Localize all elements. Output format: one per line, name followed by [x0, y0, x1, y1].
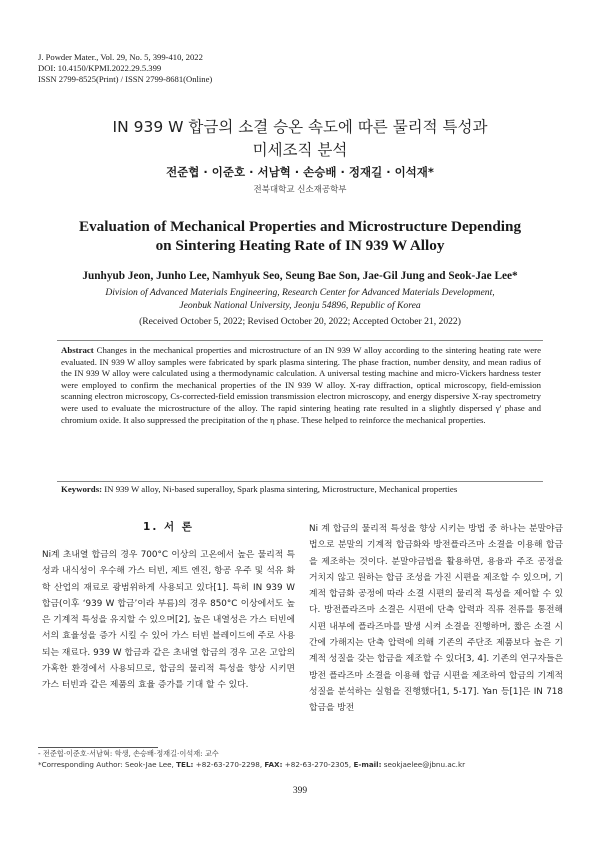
korean-affiliation: 전북대학교 신소재공학부 [253, 185, 347, 195]
fax-number: +82-63-270-2305, [284, 759, 352, 769]
english-affiliation [40, 287, 560, 312]
footnote-corresponding [38, 760, 563, 771]
email-label: E-mail: [353, 759, 382, 769]
abstract-body: Changes in the mechanical properties and microstructure of an IN 939 W alloy according to the sintering heating rate were evaluated. IN 939 W alloy samples were fabricated by spark plasma sintering. The phase fraction, number density, and mean radius of the IN 939 W alloy were calculated using a thermodynamic calculation. A universal testing machine and micro-Vickers hardness tester were employed to confirm the mechanical properties of the IN 939 W alloy. X-ray diffraction, optical microscopy, field-emission scanning electron microscopy, Cs-corrected-field emission transmission electron microscopy, and energy dispersive X-ray spectrometry were used to evaluate the microstructure of the alloy. The rapid sintering heating rate resulted in a slightly dispersed γ' phase and chromium oxide. It also suppressed the precipitation of the η phase. These helped to reinforce the mechanical properties. [61, 345, 542, 425]
english-title [40, 217, 560, 255]
english-authors: Junhyub Jeon, Junho Lee, Namhyuk Seo, Seung Bae Son, Jae-Gil Jung and Seok-Jae Lee* [82, 270, 518, 282]
section-heading-introduction: 1. 서 론 [143, 521, 194, 533]
abstract [61, 345, 541, 426]
page-number: 399 [292, 786, 308, 796]
keywords-body: IN 939 W alloy, Ni-based superalloy, Spark plasma sintering, Microstructure, Mechanical properties [104, 484, 458, 494]
fax-label: FAX: [264, 759, 283, 769]
keywords-label: Keywords: [61, 484, 103, 494]
email-address[interactable]: seokjaelee@jbnu.ac.kr [383, 759, 466, 769]
keywords [61, 484, 541, 494]
body-column-left: Ni계 초내열 합금의 경우 700°C 이상의 고온에서 높은 물리적 특성과 내식성이 우수해 가스 터빈, 제트 엔진, 항공 우주 및 석유 화학 산업의 재료로 광범위하게 사용되고 있다[1]. 특히 IN 939 W 합금(이후 ‘939 W 합금’이라 부름)의 경우 850°C 이상에서도 높은 기계적 특성을 유지할 수 있으며[2], 높은 내열성은 가스 터빈에서의 효율성을 증가 시킬 수 있어 가스 터빈 블레이드에 주로 사용되는 재료다. 939 W 합금과 같은 초내열 합금의 경우 고온 고압의 가혹한 환경에서 사용되므로, 합금의 물리적 특성을 향상 시키면 가스 터빈과 같은 제품의 효율 증가를 기대 할 수 있다. [42, 550, 295, 691]
body-column-right: Ni 계 합금의 물리적 특성을 향상 시키는 방법 중 하나는 분말야금법으로 분말의 기계적 합금화와 방전플라즈마 소결을 이용해 합금을 제조하는 것이다. 분말야금법을 활용하면, 용융과 주조 공정을 거치지 않고 원하는 합금 조성을 가진 시편을 제조할 수 있으며, 기계적 합금화 공정에 따라 소결 시편의 물리적 특성을 제어할 수 있다. 방전플라즈마 소결은 시편에 단축 압력과 직류 전류를 통전해 시편 내부에 플라즈마를 발생 시켜 소결을 진행하며, 짧은 소결 시간에 가해지는 단축 압력에 의해 기존의 주단조 제품보다 높은 기계적 성질을 갖는 합금을 제조할 수 있다[3, 4]. 기존의 연구자들은 방전 플라즈마 소결을 이용해 합금 시편을 제조하여 합금의 기계적 성질을 분석하는 실험을 진행했다[1, 5-17]. Yan 등[1]은 IN 718 합금을 방전 [309, 524, 563, 714]
footnote-author-roles: - 전준협·이준호·서남혁: 학생, 손승배·정재길·이석재: 교수 [38, 749, 219, 758]
journal-issn: ISSN 2799-8525(Print) / ISSN 2799-8681(Online) [38, 74, 213, 84]
korean-title-line1: IN 939 W 합금의 소결 승온 속도에 따른 물리적 특성과 [112, 118, 488, 136]
tel-label: TEL: [176, 759, 194, 769]
english-affiliation-line1: Division of Advanced Materials Engineering, Research Center for Advanced Materials Development, [105, 287, 495, 298]
english-affiliation-line2: Jeonbuk National University, Jeonju 54896, Republic of Korea [179, 299, 421, 311]
english-title-line2: on Sintering Heating Rate of IN 939 W Alloy [155, 237, 445, 254]
journal-doi[interactable]: DOI: 10.4150/KPMI.2022.29.5.399 [38, 63, 162, 73]
corresponding-author: *Corresponding Author: Seok-Jae Lee, [38, 759, 174, 769]
footnotes [38, 749, 563, 770]
korean-title-line2: 미세조직 분석 [252, 141, 348, 159]
journal-citation: J. Powder Mater., Vol. 29, No. 5, 399-410, 2022 [38, 52, 203, 62]
journal-info [38, 52, 212, 85]
korean-title [60, 116, 540, 162]
received-dates: (Received October 5, 2022; Revised October 20, 2022; Accepted October 21, 2022) [139, 316, 461, 327]
abstract-label: Abstract [61, 345, 94, 355]
korean-authors: 전준협 · 이준호 · 서남혁 · 손승배 · 정재길 · 이석재* [166, 165, 434, 179]
footnote-divider [38, 747, 158, 748]
tel-number: +82-63-270-2298, [195, 759, 263, 769]
english-title-line1: Evaluation of Mechanical Properties and Microstructure Depending [78, 218, 522, 235]
